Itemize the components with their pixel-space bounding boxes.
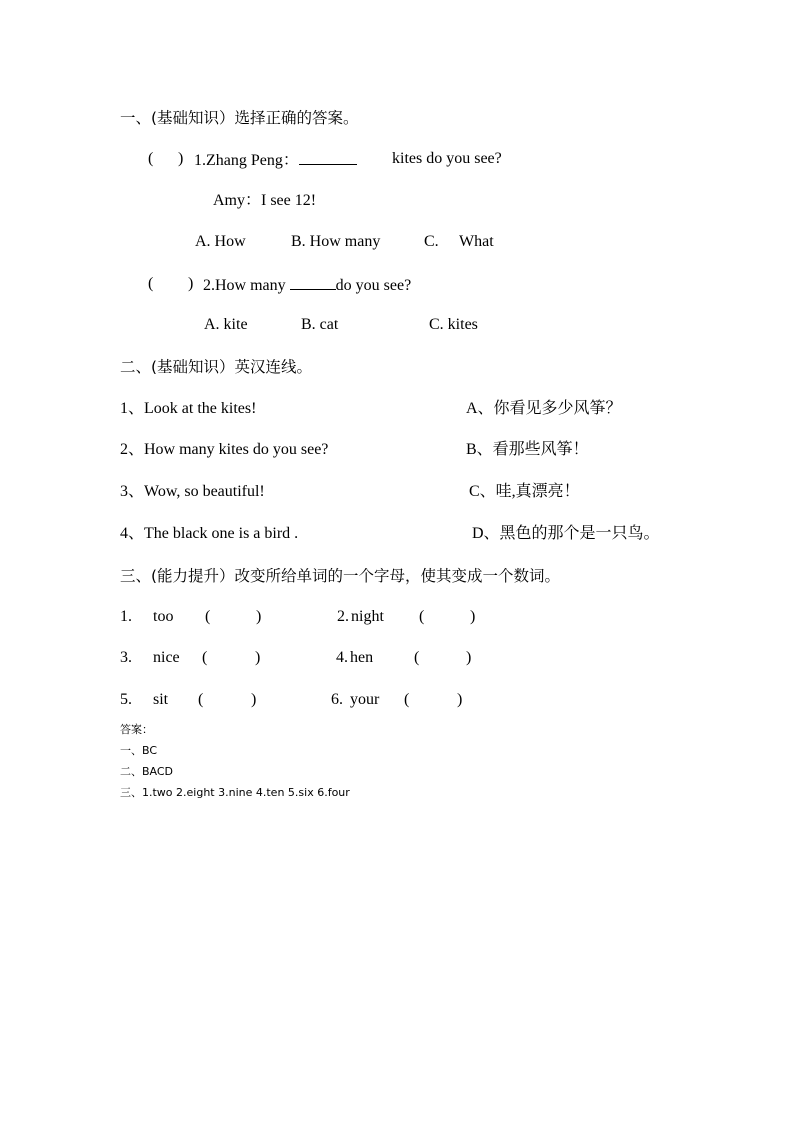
match-right-c[interactable]: C、哇,真漂亮！ [469, 483, 580, 500]
q1-option-b[interactable]: B. How many [291, 233, 381, 250]
word-item-6-num: 6. [331, 691, 343, 708]
match-left-4[interactable]: 4、The black one is a bird . [120, 525, 299, 542]
q1-prompt-text: 1.Zhang Peng： [194, 152, 299, 169]
word-item-6-paren-open[interactable]: ( [404, 691, 410, 708]
word-item-1-paren-close: ) [256, 608, 262, 625]
q1-reply: Amy：I see 12! [213, 192, 317, 209]
word-item-2-num: 2. [337, 608, 349, 625]
word-item-2-paren-open[interactable]: ( [419, 608, 425, 625]
word-item-6-paren-close: ) [457, 691, 463, 708]
word-item-3-paren-open[interactable]: ( [202, 649, 208, 666]
q2-option-a[interactable]: A. kite [204, 316, 248, 333]
word-item-4-paren-open[interactable]: ( [414, 649, 420, 666]
word-item-2-word: night [351, 608, 384, 625]
q2-prompt [203, 274, 411, 296]
answers-line-2: 二、BACD [120, 765, 174, 778]
q1-option-c-word[interactable]: What [459, 233, 494, 250]
q2-paren-close: ) [188, 275, 194, 292]
q1-option-a[interactable]: A. How [195, 233, 246, 250]
word-item-5-paren-close: ) [251, 691, 257, 708]
q2-option-c[interactable]: C. kites [429, 316, 478, 333]
q2-prompt-text: 2.How many [203, 277, 286, 294]
q2-blank[interactable] [290, 274, 336, 290]
answers-title: 答案： [120, 723, 153, 736]
answers-line-3: 三、1.two 2.eight 3.nine 4.ten 5.six 6.four [120, 786, 350, 799]
word-item-3-paren-close: ) [255, 649, 261, 666]
word-item-5-word: sit [153, 691, 169, 708]
word-item-1-num: 1. [120, 608, 132, 625]
word-item-2-paren-close: ) [470, 608, 476, 625]
q1-paren-close: ) [178, 150, 184, 167]
q1-prompt [194, 149, 357, 171]
word-item-3-word: nice [153, 649, 180, 666]
answers-line-1: 一、BC [120, 744, 158, 757]
q2-after-blank: do you see? [335, 277, 412, 294]
q1-option-c-letter[interactable]: C. [424, 233, 439, 250]
section3-heading: 三、(能力提升）改变所给单词的一个字母，使其变成一个数词。 [120, 567, 561, 585]
word-item-4-paren-close: ) [466, 649, 472, 666]
q2-option-b[interactable]: B. cat [301, 316, 339, 333]
section2-heading: 二、(基础知识）英汉连线。 [120, 358, 313, 376]
q2-paren-open: ( [148, 275, 154, 292]
match-right-d[interactable]: D、黑色的那个是一只鸟。 [472, 525, 660, 542]
match-right-a[interactable]: A、你看见多少风筝？ [466, 400, 622, 417]
match-right-b[interactable]: B、看那些风筝！ [466, 441, 589, 458]
word-item-4-num: 4. [336, 649, 348, 666]
word-item-3-num: 3. [120, 649, 132, 666]
word-item-1-word: too [153, 608, 174, 625]
word-item-4-word: hen [350, 649, 374, 666]
section1-heading: 一、(基础知识）选择正确的答案。 [120, 109, 359, 127]
match-left-3[interactable]: 3、Wow, so beautiful! [120, 483, 265, 500]
q1-blank[interactable] [299, 149, 357, 165]
match-left-2[interactable]: 2、How many kites do you see? [120, 441, 329, 458]
q1-after-blank: kites do you see? [392, 150, 502, 167]
word-item-5-paren-open[interactable]: ( [198, 691, 204, 708]
word-item-5-num: 5. [120, 691, 132, 708]
match-left-1[interactable]: 1、Look at the kites! [120, 400, 257, 417]
word-item-6-word: your [350, 691, 380, 708]
word-item-1-paren-open[interactable]: ( [205, 608, 211, 625]
q1-paren-open: ( [148, 150, 154, 167]
